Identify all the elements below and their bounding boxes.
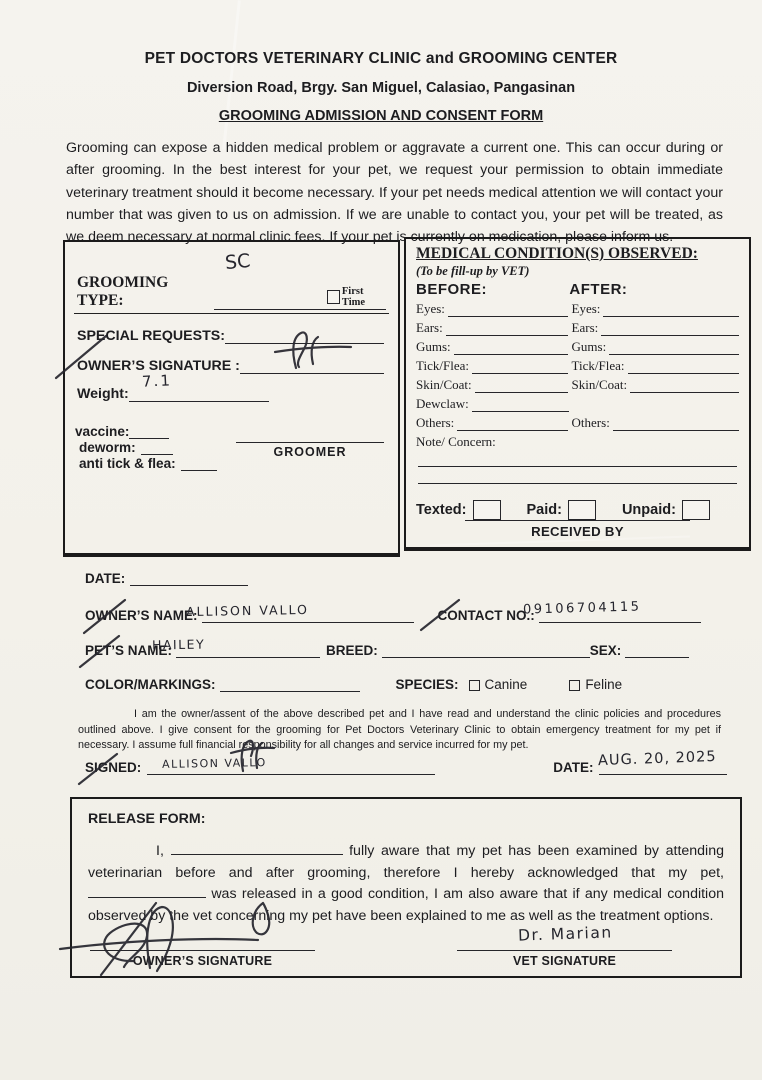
groomer-field — [236, 442, 384, 459]
owner-signature-row — [77, 358, 384, 374]
row-label: Eyes: — [416, 301, 445, 316]
row-label: Skin/Coat: — [416, 377, 472, 392]
first-time-checkbox — [327, 290, 340, 304]
grooming-box — [63, 240, 400, 557]
color-markings-line — [220, 678, 360, 692]
vaccine-label: vaccine: — [75, 424, 130, 439]
owner-signature-label: OWNER’S SIGNATURE : — [77, 358, 240, 374]
anti-tick-flea-label: anti tick & flea: — [79, 456, 176, 471]
breed-label: BREED: — [326, 643, 378, 658]
handwritten-signed-name: ALLISON VALLO — [161, 756, 267, 771]
row-label: Gums: — [416, 339, 451, 354]
handwritten-weight: 7.1 — [141, 371, 173, 391]
medical-row-ears — [416, 320, 739, 336]
weight-row — [77, 386, 307, 402]
medical-row-others — [416, 415, 739, 431]
sex-line — [625, 644, 689, 658]
row-label: Tick/Flea: — [416, 358, 469, 373]
date-line — [130, 572, 248, 586]
paid-checkbox — [568, 500, 596, 520]
note-line — [418, 450, 737, 467]
releaser-name-blank — [171, 843, 343, 855]
field-line — [603, 304, 739, 317]
sex-label: SEX: — [589, 643, 622, 658]
special-requests-line — [225, 330, 384, 344]
canine-label: Canine — [484, 677, 528, 692]
clinic-name: PET DOCTORS VETERINARY CLINIC and GROOMING CENTER — [144, 50, 618, 67]
clinic-address: Diversion Road, Brgy. San Miguel, Calasiao, Pangasinan — [186, 80, 576, 96]
medical-row-dewclaw — [416, 396, 739, 412]
form-header — [0, 50, 762, 125]
color-species-row — [85, 677, 622, 692]
field-line — [630, 380, 739, 393]
anti-tick-flea-line — [181, 457, 217, 471]
grooming-type-line — [214, 296, 327, 310]
handwritten-pet-name: HAILEY — [151, 636, 206, 653]
note-concern-label: Note/ Concern: — [416, 434, 496, 449]
texted-label: Texted: — [416, 502, 467, 518]
special-requests-label: SPECIAL REQUESTS: — [77, 328, 225, 344]
texted-checkbox — [473, 500, 501, 520]
field-line — [601, 323, 739, 336]
feline-label: Feline — [585, 677, 623, 692]
release-text: I, — [156, 843, 164, 859]
medical-title: MEDICAL CONDITION(S) OBSERVED: — [416, 245, 698, 262]
row-label: Others: — [571, 415, 610, 430]
signed-label: SIGNED: — [85, 760, 142, 775]
field-line — [609, 342, 739, 355]
field-line — [446, 323, 568, 336]
field-line — [628, 361, 739, 374]
special-requests-row — [77, 328, 384, 344]
before-after-header — [416, 281, 739, 298]
row-label: Skin/Coat: — [571, 377, 628, 392]
deworm-label: deworm: — [79, 440, 136, 455]
consent-date-label: DATE: — [553, 760, 594, 775]
medical-row-tickflea — [416, 358, 739, 374]
pet-name-label: PET’S NAME: — [85, 643, 173, 658]
received-by-field — [465, 520, 690, 539]
row-label: Ears: — [416, 320, 443, 335]
row-label: Gums: — [571, 339, 607, 354]
divider-line — [74, 313, 389, 314]
handwritten-consent-date: AUG. 20, 2025 — [597, 748, 717, 770]
release-paragraph — [88, 841, 724, 927]
medical-row-skincoat — [416, 377, 739, 393]
received-by-label: RECEIVED BY — [531, 524, 624, 539]
medical-subtitle: (To be fill-up by VET) — [416, 264, 530, 278]
paid-label: Paid: — [526, 502, 562, 518]
pet-name-blank — [88, 886, 206, 898]
vet-signature-line — [457, 950, 672, 951]
handwritten-grooming-type: SC — [224, 249, 252, 275]
date-label: DATE: — [85, 571, 126, 586]
release-form-box — [70, 797, 742, 978]
owner-signature-field — [90, 950, 315, 968]
weight-label: Weight: — [77, 386, 129, 402]
vet-signature-field — [457, 950, 672, 968]
date-row — [85, 571, 248, 586]
after-label: AFTER: — [569, 281, 628, 298]
grooming-type-label: GROOMING TYPE: — [77, 274, 169, 309]
unpaid-checkbox — [682, 500, 710, 520]
first-time-label: First Time — [341, 286, 366, 308]
owner-signature-line — [240, 360, 384, 374]
deworm-line — [141, 441, 173, 455]
payment-status-row — [416, 500, 739, 520]
canine-checkbox — [469, 680, 480, 691]
color-markings-label: COLOR/MARKINGS: — [85, 677, 216, 692]
field-line — [448, 304, 568, 317]
field-line — [457, 418, 567, 431]
vaccine-line — [129, 425, 169, 439]
groomer-line — [236, 442, 384, 443]
release-text: fully aware that my pet has been examined by attending veterinarian before and after grooming, therefore I hereby acknowledged that my pet, — [88, 843, 724, 881]
before-label: BEFORE: — [416, 281, 487, 298]
row-label: Others: — [416, 415, 455, 430]
release-form-title: RELEASE FORM: — [88, 811, 206, 827]
owner-signature-caption: OWNER’S SIGNATURE — [132, 954, 273, 968]
form-title: GROOMING ADMISSION AND CONSENT FORM — [218, 108, 544, 124]
field-line — [475, 380, 568, 393]
species-label: SPECIES: — [395, 677, 459, 692]
handwritten-owner-name: ALLISON VALLO — [185, 601, 310, 620]
breed-line — [382, 644, 590, 658]
contact-no-label: CONTACT NO.: — [437, 608, 535, 623]
medical-row-eyes — [416, 301, 739, 317]
release-text: was released in a good condition, I am also aware that if any medical condition observed by the vet concerning my pet have been explained to me as well as the treatment options. — [88, 886, 724, 924]
medical-box — [404, 237, 751, 551]
field-line — [454, 342, 568, 355]
vaccine-row — [75, 424, 169, 439]
groomer-label: GROOMER — [273, 445, 347, 459]
field-line — [472, 361, 568, 374]
received-by-line — [465, 520, 690, 521]
medical-row-gums — [416, 339, 739, 355]
anti-tick-flea-row — [79, 456, 217, 471]
row-label: Eyes: — [571, 301, 601, 316]
first-time-field — [327, 286, 386, 310]
deworm-row — [79, 440, 173, 455]
unpaid-label: Unpaid: — [621, 502, 676, 518]
feline-checkbox — [569, 680, 580, 691]
vet-signature-caption: VET SIGNATURE — [512, 954, 617, 968]
field-line — [472, 399, 570, 412]
note-line — [418, 467, 737, 484]
field-line — [613, 418, 739, 431]
consent-fine-print: I am the owner/assent of the above described pet and I have read and understand the clinic policies and procedures outlined above. I give consent for the grooming for Pet Doctors Veterinary Clinic to obtain emergency treatment for my pet if necessary. I assume full financial responsibility for all changes and service incurred for my pet. — [78, 708, 721, 751]
owner-name-label: OWNER’S NAME: — [85, 608, 198, 623]
owner-signature-line — [90, 950, 315, 951]
handwritten-contact-no: 09106704115 — [522, 599, 642, 618]
row-label: Ears: — [571, 320, 599, 335]
handwritten-vet-name: Dr. Marian — [517, 923, 613, 945]
grooming-type-row — [77, 274, 386, 310]
row-label: Dewclaw: — [416, 396, 469, 411]
row-label: Tick/Flea: — [571, 358, 625, 373]
intro-paragraph: Grooming can expose a hidden medical problem or aggravate a current one. This can occur during or after grooming. In the best interest for your pet, we request your permission to obtain immediate veterinary treatment should it become necessary. If your pet needs medical attention we will contact your number that was given to us on admission. If we are unable to contact you, your pet will be treated, as we deem necessary at normal clinic fees. If your pet is currently on medication, please inform us. — [66, 140, 723, 246]
